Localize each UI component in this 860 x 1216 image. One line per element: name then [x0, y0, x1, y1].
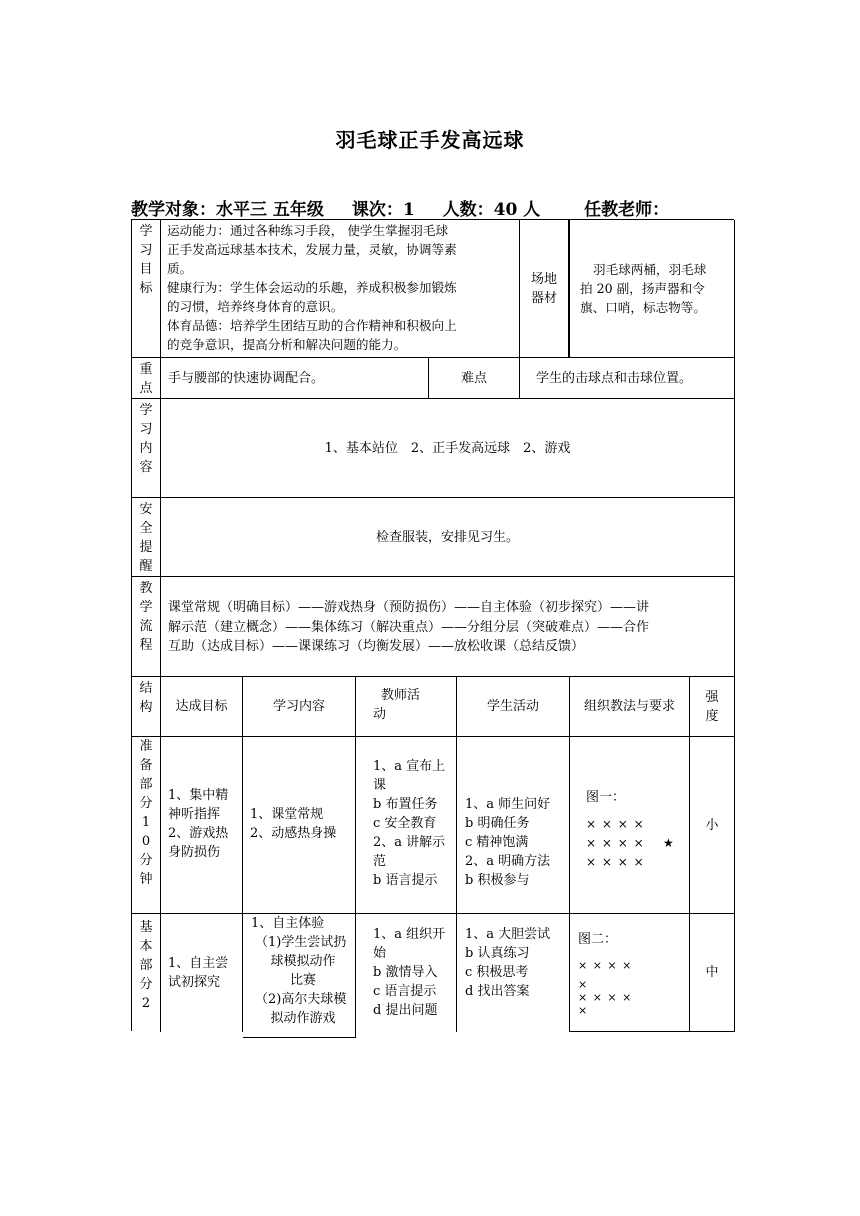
goals-line: 的习惯，培养终身体育的意识。 [167, 299, 344, 314]
basic-formation [578, 959, 632, 1017]
basic-teacher [356, 914, 457, 1032]
flow-label-char: 程 [139, 638, 153, 653]
content-label-char: 内 [139, 441, 153, 456]
goals-label [132, 220, 161, 358]
flow-line: 互助（达成目标）——课课练习（均衡发展）——放松收课（总结反馈） [168, 639, 585, 654]
basic-intensity: 中 [690, 914, 735, 1032]
basic-student-line: b 认真练习 [465, 946, 530, 961]
prep-goal [161, 737, 243, 914]
prep-student-line: 2、a 明确方法 [465, 854, 551, 869]
basic-goal-line: 1、自主尝 [168, 956, 229, 971]
basic-teacher-line: b 激情导入 [373, 965, 438, 980]
content-label [132, 399, 161, 498]
header-intensity-line: 度 [705, 708, 719, 724]
flow-label-char: 学 [139, 600, 153, 615]
key-label-char: 重 [139, 362, 153, 377]
prep-content-line: 1、课堂常规 [250, 807, 324, 822]
prep-teacher-line: b 布置任务 [373, 797, 438, 812]
basic-teacher-line: c 语言提示 [373, 984, 437, 999]
prep-intensity: 小 [690, 737, 735, 914]
prep-label-char: 分 [139, 853, 153, 868]
structure-label-char: 结 [139, 681, 153, 696]
basic-student-line: 1、a 大胆尝试 [465, 927, 551, 942]
prep-goal-line: 2、游戏热 [168, 826, 229, 841]
header-content: 学习内容 [243, 677, 356, 737]
flow-line: 课堂常规（明确目标）——游戏热身（预防损伤）——自主体验（初步探究）——讲 [168, 600, 650, 615]
prep-student-line: 1、a 师生问好 [465, 797, 551, 812]
prep-label-char: 0 [141, 834, 151, 849]
teacher-label: 任教老师： [584, 200, 670, 220]
teaching-target: 教学对象：水平三 五年级 [131, 200, 324, 220]
basic-student-line: d 找出答案 [465, 984, 530, 999]
difficulty-point: 学生的击球点和击球位置。 [520, 358, 735, 399]
basic-student [457, 914, 570, 1032]
basic-teacher-line: 始 [373, 946, 387, 961]
flow-label-char: 流 [139, 619, 153, 634]
prep-student-line: b 明确任务 [465, 816, 530, 831]
prep-label-char: 1 [141, 815, 151, 830]
prep-label-char: 钟 [139, 872, 153, 887]
key-label-char: 点 [139, 381, 153, 396]
prep-teacher-line: c 安全教育 [373, 816, 437, 831]
goals-line: 健康行为：学生体会运动的乐趣，养成积极参加锻炼 [167, 280, 457, 295]
basic-content-line: 球模拟动作 [270, 954, 336, 969]
goals-label-char: 标 [139, 281, 153, 296]
goals-label-char: 学 [139, 224, 153, 239]
goals-line: 体育品德：培养学生团结互助的合作精神和积极向上 [167, 318, 457, 333]
lesson-table [131, 219, 734, 1031]
venue-label [520, 220, 569, 358]
difficulty-label: 难点 [429, 358, 520, 399]
formation-row: × [578, 1004, 589, 1017]
goals-text [161, 220, 520, 358]
header-intensity-line: 强 [705, 689, 719, 705]
header-teacher-line: 教师活 [381, 688, 421, 703]
safety-reminder: 检查服装，安排见习生。 [161, 498, 735, 577]
header-teacher-line: 动 [373, 707, 387, 722]
key-point: 手与腰部的快速协调配合。 [161, 358, 429, 399]
safety-label-char: 醒 [139, 559, 153, 574]
structure-label-char: 构 [139, 700, 153, 715]
structure-label [132, 677, 161, 737]
content-label-char: 学 [139, 403, 153, 418]
basic-student-line: c 积极思考 [465, 965, 529, 980]
basic-content-line: 拟动作游戏 [270, 1011, 336, 1026]
flow-label [132, 577, 161, 677]
venue-equipment [569, 220, 735, 358]
basic-content-line: （1)学生尝试扔 [255, 935, 347, 950]
prep-teacher-line: 1、a 宣布上 [373, 759, 446, 774]
basic-goal [161, 914, 243, 1032]
venue-line: 羽毛球两桶，羽毛球 [593, 262, 707, 277]
prep-student-line: c 精神饱满 [465, 835, 529, 850]
teaching-flow [161, 577, 735, 677]
basic-org-diagram [570, 914, 690, 1032]
safety-label-char: 提 [139, 540, 153, 555]
prep-teacher-line: 2、a 讲解示 [373, 835, 446, 850]
safety-label [132, 498, 161, 577]
venue-line: 旗、口哨，标志物等。 [580, 300, 706, 315]
header-intensity [690, 677, 735, 737]
basic-label-char: 2 [141, 996, 151, 1011]
header-goal: 达成目标 [161, 677, 243, 737]
content-label-char: 习 [139, 422, 153, 437]
basic-teacher-line: d 提出问题 [373, 1003, 438, 1018]
learning-content: 1、基本站位 2、正手发高远球 2、游戏 [161, 399, 735, 498]
prep-content-line: 2、动感热身操 [250, 826, 337, 841]
formation-row: × [578, 978, 589, 991]
goals-label-char: 目 [139, 262, 153, 277]
prep-student-line: b 积极参与 [465, 873, 530, 888]
venue-label-line: 器材 [530, 290, 557, 306]
prep-goal-line: 1、集中精 [168, 788, 229, 803]
goals-label-char: 习 [139, 243, 153, 258]
prep-org-diagram [570, 737, 690, 914]
prep-student [457, 737, 570, 914]
basic-goal-line: 试初探究 [168, 975, 221, 990]
header-teacher [356, 677, 457, 737]
prep-goal-line: 神听指挥 [168, 807, 221, 822]
page-title: 羽毛球正手发高远球 [335, 128, 525, 152]
basic-content-line: 比赛 [289, 973, 316, 988]
formation-row: × × × × [586, 855, 645, 869]
prep-teacher-line: 范 [373, 854, 387, 869]
goals-line: 的竞争意识，提高分析和解决问题的能力。 [167, 337, 407, 352]
prep-label-char: 备 [139, 758, 153, 773]
goals-line: 质。 [167, 261, 193, 276]
safety-label-char: 全 [139, 521, 153, 536]
basic-content-line: （2)高尔夫球模 [255, 992, 347, 1007]
flow-label-char: 教 [139, 581, 153, 596]
prep-content [243, 737, 356, 914]
formation-row: × × × × [578, 991, 633, 1004]
student-count: 人数：40 人 [442, 200, 541, 220]
teacher-star-icon: ★ [663, 836, 674, 850]
header-org: 组织教法与要求 [570, 677, 690, 737]
basic-content-line: 1、自主体验 [251, 916, 325, 931]
prep-label [132, 737, 161, 914]
venue-label-line: 场地 [530, 271, 557, 287]
basic-content [243, 914, 356, 1038]
prep-formation [586, 815, 645, 872]
key-label [132, 358, 161, 399]
goals-line: 运动能力：通过各种练习手段， 使学生掌握羽毛球 [167, 223, 449, 238]
content-label-char: 容 [139, 460, 153, 475]
prep-org-title: 图一： [586, 790, 626, 805]
prep-label-char: 分 [139, 796, 153, 811]
header-student: 学生活动 [457, 677, 570, 737]
basic-label-char: 本 [139, 939, 153, 954]
flow-line: 解示范（建立概念）——集体练习（解决重点）——分组分层（突破难点）——合作 [168, 619, 650, 635]
lesson-number: 课次：1 [351, 200, 415, 220]
formation-row: × × × × [586, 817, 645, 831]
basic-label-char: 部 [139, 958, 153, 973]
safety-label-char: 安 [139, 502, 153, 517]
basic-label-char: 基 [139, 920, 153, 935]
prep-label-char: 准 [139, 739, 153, 754]
goals-line: 正手发高远球基本技术，发展力量，灵敏，协调等素 [167, 242, 457, 257]
basic-label-char: 分 [139, 977, 153, 992]
formation-row: × × × × [586, 836, 645, 850]
lesson-info-line [131, 195, 731, 220]
prep-label-char: 部 [139, 777, 153, 792]
prep-teacher [356, 737, 457, 914]
basic-label [132, 914, 161, 1032]
prep-teacher-line: 课 [373, 778, 387, 793]
basic-teacher-line: 1、a 组织开 [373, 927, 446, 942]
prep-goal-line: 身防损伤 [168, 845, 221, 860]
formation-row: × × × × [578, 959, 633, 972]
prep-teacher-line: b 语言提示 [373, 873, 438, 888]
venue-line: 拍 20 副，扬声器和令 [580, 281, 705, 296]
basic-org-title: 图二： [578, 932, 618, 947]
